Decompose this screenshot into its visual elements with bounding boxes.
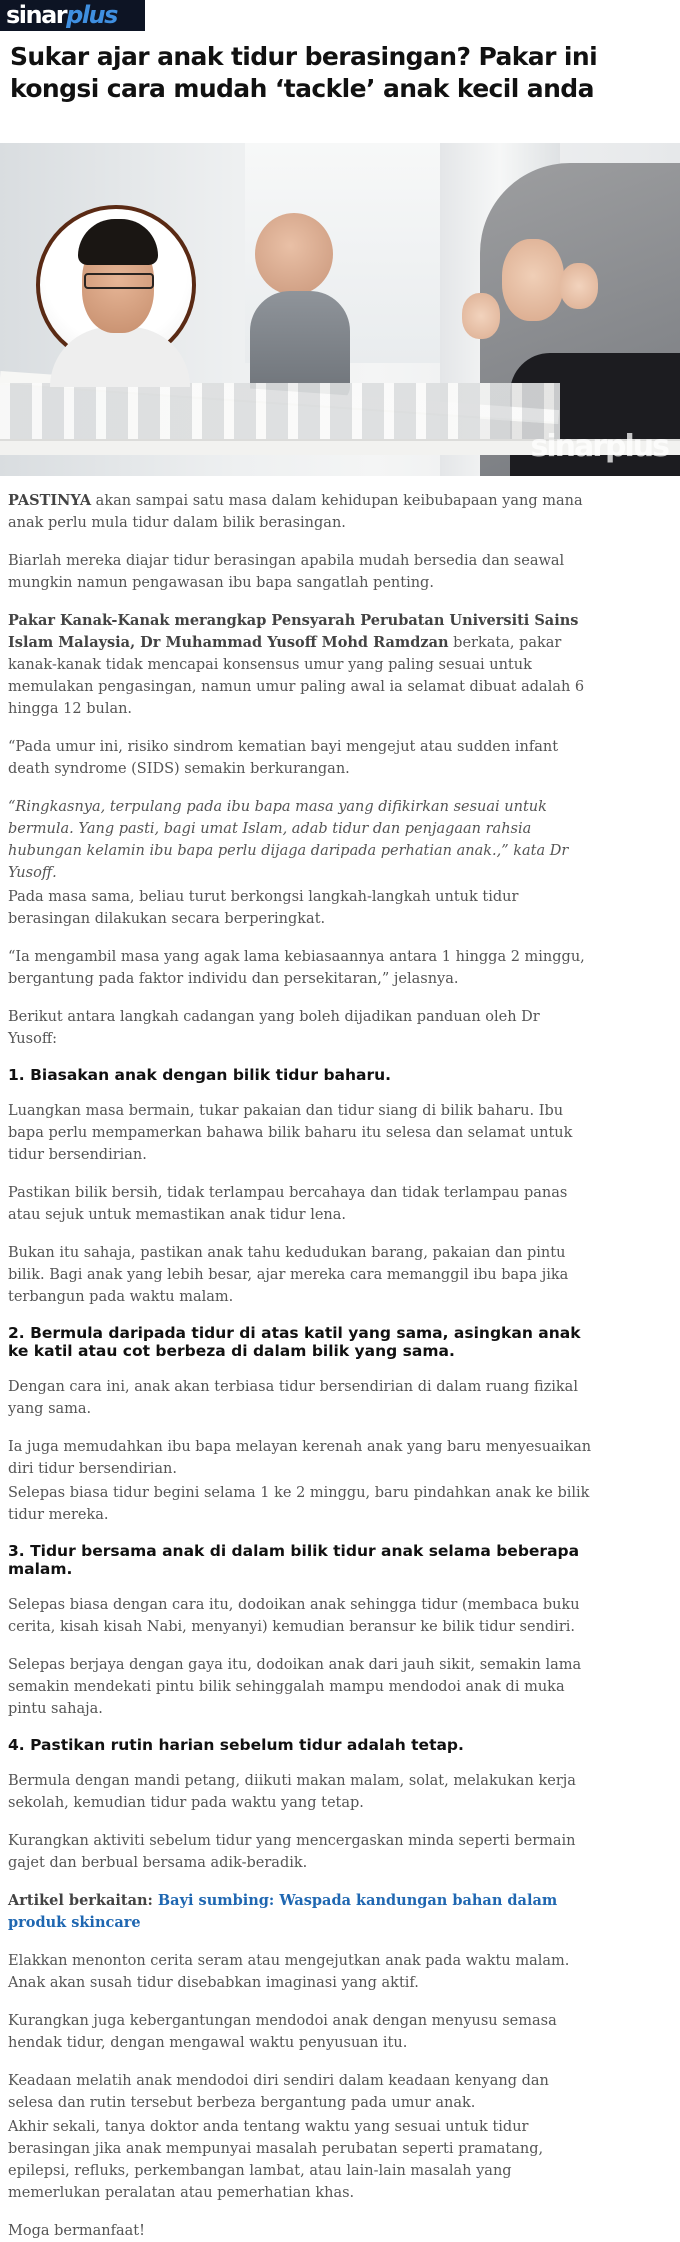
paragraph-expert: [8, 610, 592, 720]
hero-crib-bars: [0, 383, 560, 443]
related-article-link[interactable]: Bayi sumbing: Waspada kandungan bahan dalam produk skincare: [8, 1892, 558, 1931]
expert-avatar: [36, 205, 196, 365]
paragraph: Selepas berjaya dengan gaya itu, dodoikan anak dari jauh sikit, semakin lama semakin mendekati pintu bilik sehinggalah mampu mendodoi anak di muka pintu sahaja.: [8, 1657, 582, 1717]
paragraph: Kurangkan juga kebergantungan mendodoi anak dengan menyusu semasa hendak tidur, dengan mengawal waktu penyusuan itu.: [8, 2013, 557, 2051]
paragraph: Selepas biasa dengan cara itu, dodoikan anak sehingga tidur (membaca buku cerita, kisah kisah Nabi, menyanyi) kemudian beransur ke bilik tidur sendiri.: [8, 1597, 580, 1635]
subheading-step-2: 2. Bermula daripada tidur di atas katil yang sama, asingkan anak ke katil atau cot berbeza di dalam bilik yang sama.: [8, 1324, 581, 1360]
site-logo[interactable]: [0, 0, 145, 31]
logo-text-main: sinar: [6, 1, 67, 29]
subheading-step-4: 4. Pastikan rutin harian sebelum tidur adalah tetap.: [8, 1736, 464, 1754]
site-header: [0, 0, 680, 31]
paragraph: Akhir sekali, tanya doktor anda tentang waktu yang sesuai untuk tidur berasingan jika anak mempunyai masalah perubatan seperti pramatang, epilepsi, refluks, perkembangan lambat, atau lain-lain masalah yang memerlukan peralatan atau pemerhatian khas.: [8, 2119, 544, 2201]
related-label: Artikel berkaitan:: [8, 1892, 158, 1909]
hero-mother-hand-right: [560, 263, 598, 309]
paragraph: “Pada umur ini, risiko sindrom kematian bayi mengejut atau sudden infant death syndrome (SIDS) semakin berkurangan.: [8, 739, 559, 777]
expert-name: Pakar Kanak-Kanak merangkap Pensyarah Perubatan Universiti Sains Islam Malaysia, Dr Muhammad Yusoff Mohd Ramdzan: [8, 612, 579, 651]
paragraph: Bukan itu sahaja, pastikan anak tahu kedudukan barang, pakaian dan pintu bilik. Bagi anak yang lebih besar, ajar mereka cara memanggil ibu bapa jika terbangun pada waktu malam.: [8, 1245, 569, 1305]
avatar-hair: [78, 219, 158, 265]
article-title: Sukar ajar anak tidur berasingan? Pakar ini kongsi cara mudah ‘tackle’ anak kecil anda: [10, 42, 598, 103]
intro-lead: PASTINYA: [8, 492, 92, 509]
paragraph: Pada masa sama, beliau turut berkongsi langkah-langkah untuk tidur berasingan dilakukan secara berperingkat.: [8, 889, 519, 927]
logo-text-accent: plus: [66, 1, 117, 29]
paragraph: Pastikan bilik bersih, tidak terlampau bercahaya dan tidak terlampau panas atau sejuk untuk memastikan anak tidur lena.: [8, 1185, 568, 1223]
avatar-glasses: [84, 273, 154, 289]
article-body: [0, 476, 680, 2242]
paragraph: Biarlah mereka diajar tidur berasingan apabila mudah bersedia dan seawal mungkin namun pengawasan ibu bapa sangatlah penting.: [8, 553, 565, 591]
paragraph: Selepas biasa tidur begini selama 1 ke 2 minggu, baru pindahkan anak ke bilik tidur mereka.: [8, 1485, 590, 1523]
paragraph: Ia juga memudahkan ibu bapa melayan kerenah anak yang baru menyesuaikan diri tidur bersendirian.: [8, 1439, 592, 1477]
related-article: [8, 1890, 592, 1934]
paragraph: Kurangkan aktiviti sebelum tidur yang mencergaskan minda seperti bermain gajet dan berbual bersama adik-beradik.: [8, 1833, 576, 1871]
paragraph-closing: Moga bermanfaat!: [8, 2223, 145, 2239]
paragraph-quote: “Ringkasnya, terpulang pada ibu bapa masa yang difikirkan sesuai untuk bermula. Yang pasti, bagi umat Islam, adab tidur dan penjagaan rahsia hubungan kelamin ibu bapa perlu dijaga daripada perhatian anak.,” kata Dr Yusoff.: [8, 799, 569, 881]
paragraph: Bermula dengan mandi petang, diikuti makan malam, solat, melakukan kerja sekolah, kemudian tidur pada waktu yang tetap.: [8, 1773, 576, 1811]
hero-mother-hand-left: [462, 293, 500, 339]
image-watermark: sinarplus: [530, 429, 668, 464]
avatar-shirt: [50, 327, 190, 387]
paragraph: Keadaan melatih anak mendodoi diri sendiri dalam keadaan kenyang dan selesa dan rutin tersebut berbeza bergantung pada umur anak.: [8, 2073, 549, 2111]
hero-baby-head: [255, 213, 333, 295]
subheading-step-1: 1. Biasakan anak dengan bilik tidur baharu.: [8, 1066, 392, 1084]
paragraph: Berikut antara langkah cadangan yang boleh dijadikan panduan oleh Dr Yusoff:: [8, 1009, 540, 1047]
paragraph: Dengan cara ini, anak akan terbiasa tidur bersendirian di dalam ruang fizikal yang sama.: [8, 1379, 578, 1417]
intro-rest: akan sampai satu masa dalam kehidupan keibubapaan yang mana anak perlu mula tidur dalam bilik berasingan.: [8, 493, 583, 531]
paragraph-intro: [8, 490, 592, 534]
hero-mother-face: [502, 239, 564, 321]
paragraph: “Ia mengambil masa yang agak lama kebiasaannya antara 1 hingga 2 minggu, bergantung pada faktor individu dan persekitaran,” jelasnya.: [8, 949, 585, 987]
paragraph: Luangkan masa bermain, tukar pakaian dan tidur siang di bilik baharu. Ibu bapa perlu mempamerkan bahawa bilik baharu itu selesa dan selamat untuk tidur bersendirian.: [8, 1103, 573, 1163]
paragraph: Elakkan menonton cerita seram atau mengejutkan anak pada waktu malam. Anak akan susah tidur disebabkan imaginasi yang aktif.: [8, 1953, 570, 1991]
hero-image: [0, 143, 680, 476]
expert-rest: berkata, pakar kanak-kanak tidak mencapai konsensus umur yang paling sesuai untuk memulakan pengasingan, namun umur paling awal ia selamat dibuat adalah 6 hingga 12 bulan.: [8, 635, 585, 717]
subheading-step-3: 3. Tidur bersama anak di dalam bilik tidur anak selama beberapa malam.: [8, 1542, 580, 1578]
